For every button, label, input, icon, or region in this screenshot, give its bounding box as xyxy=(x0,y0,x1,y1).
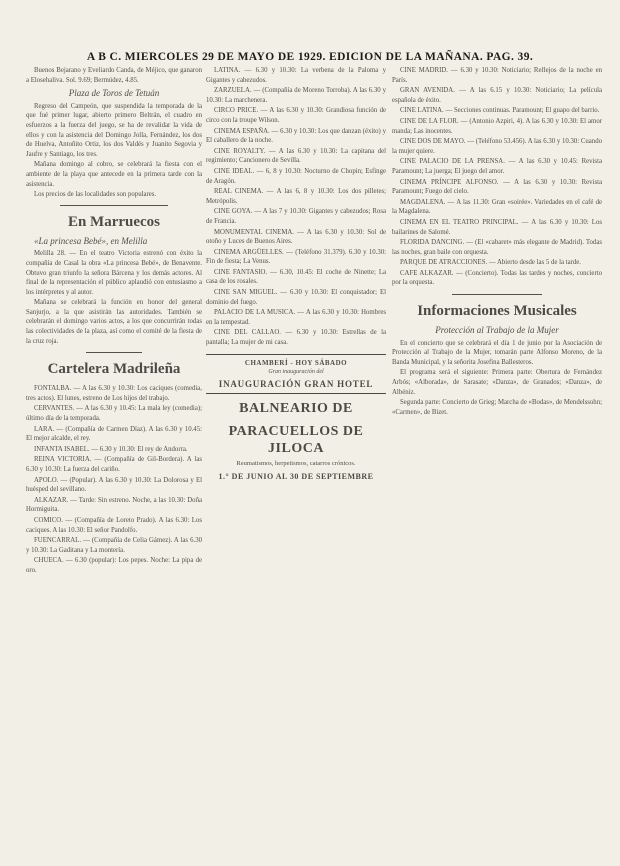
cartelera-heading: Cartelera Madrileña xyxy=(47,361,181,378)
theatre-listing: INFANTA ISABEL. — 6.30 y 10.30: El rey de Andorra. xyxy=(34,445,188,453)
theatre-listing: MAGDALENA. — A las 11.30: Gran «soirée». Variedades en el café de la Magdalena. xyxy=(392,198,602,216)
ad-balneario-place: PARACUELLOS DE JILOCA xyxy=(228,424,364,457)
theatre-listing: REINA VICTORIA. — (Compañía de Gil-Bordera). A las 6.30 y 10.30: La fuerza del cariño. xyxy=(26,456,202,473)
theatre-listing: LATINA. — 6.30 y 10.30: La verbena de la Paloma y Gigantes y cabezudos. xyxy=(206,67,386,84)
theatre-listing: CINEMA EN EL TEATRO PRINCIPAL. — A las 6.30 y 10.30: Los bailarines de Salomé. xyxy=(392,218,602,236)
theatre-listing: LARA. — (Compañía de Carmen Díaz). A las 6.30 y 10.45: El mejor alcalde, el rey. xyxy=(26,425,202,443)
theatre-listing: CINE LATINA. — Secciones continuas. Paramount; El guapo del barrio. xyxy=(400,107,600,115)
theatre-listing: CINE FANTASIO. — 6.30, 10.45: El coche de Ninette; La casa de los rosales. xyxy=(206,268,386,286)
ad-balneario-dates: 1.° DE JUNIO AL 30 DE SEPTIEMBRE xyxy=(218,472,374,481)
theatre-listing: CINE DEL CALLAO. — 6.30 y 10.30: Estrellas de la pantalla; La mujer de mi casa. xyxy=(206,329,386,347)
theatre-listing: GRAN AVENIDA. — A las 6.15 y 10.30: Noticiario; La película española de éxito. xyxy=(392,87,602,104)
theatre-listing: CINEMA ARGÜELLES. — (Teléfono 31.379). 6.30 y 10.30: Fin de fiesta; La Venus. xyxy=(206,248,386,266)
ad-balneario-description: Reumatismos, herpetismos, catarros crónicos. xyxy=(236,460,356,468)
theatre-listing: COMICO. — (Compañía de Loreto Prado). A las 6.30: Los caciques. A las 10.30: El señor Pandolfo. xyxy=(26,516,202,534)
theatre-listing: FUENCARRAL. — (Compañía de Celia Gámez). A las 6.30 y 10.30: La Gaditana y La montería. xyxy=(26,537,202,554)
column-3 xyxy=(392,66,602,860)
theatre-listing: FLORIDA DANCING. — (El «cabaret» más elegante de Madrid). Todas las noches, gran baile con orquesta. xyxy=(392,239,602,256)
balneario-advertisement xyxy=(206,400,386,481)
page-header: A B C. MIERCOLES 29 DE MAYO DE 1929. EDICION DE LA MAÑANA. PAG. 39. xyxy=(86,51,534,63)
theatre-listing: CINE ROYALTY. — A las 6.30 y 10.30: La capitana del regimiento; Cancionero de Sevilla. xyxy=(206,147,386,165)
ad-balneario-title: BALNEARIO DE xyxy=(239,401,353,417)
theatre-listing: CINE DOS DE MAYO. — (Teléfono 53.456). A las 6.30 y 10.30: Cuando la mujer quiere. xyxy=(392,138,602,155)
theatre-listing: CINE MADRID. — 6.30 y 10.30: Noticiario; Reflejos de la noche en París. xyxy=(392,67,602,84)
theatre-listing: ALKAZAR. — Tarde: Sin estreno. Noche, a las 10.30: Doña Hormiguita. xyxy=(26,496,202,514)
divider xyxy=(60,205,168,206)
theatre-listing: PARQUE DE ATRACCIONES. — Abierto desde las 5 de la tarde. xyxy=(400,259,581,267)
tenis-paragraph-3: Los precios de las localidades son populares. xyxy=(34,191,157,199)
theatre-listing: CAFE ALKAZAR. — (Concierto). Todas las tardes y noches, concierto por la orquesta. xyxy=(392,269,602,287)
theatre-listing: CINE PALACIO DE LA PRENSA. — A las 6.30 y 10.45: Revista Paramount; La juerga; El juego del amor. xyxy=(392,158,602,175)
marruecos-paragraph-2: Mañana se celebrará la función en honor del general Sanjurjo, a la que asistirán las autoridades. También se celebrarán el domingo varios actos, a los que concurrirán todas las colectividades de la plaza, así como el comité de la fiesta de la cruz roja. xyxy=(26,299,202,345)
theatre-listing: CINEMA ESPAÑA. — 6.30 y 10.30: Los que danzan (éxito) y El caballero de la noche. xyxy=(206,127,386,145)
theatre-listing: CINE GOYA. — A las 7 y 10.30: Gigantes y cabezudos; Rosa de Francia. xyxy=(206,208,386,225)
theatre-listing: CINE SAN MIGUEL. — 6.30 y 10.30: El conquistador; El dominio del fuego. xyxy=(206,289,386,306)
divider xyxy=(452,294,542,295)
intro-paragraph: Buenos Bejarano y Eveliardo Canda, de Méjico, que ganaron a Elosehaliva. Sol. 9.69; Bermúdez, 4.85. xyxy=(26,67,202,84)
ad-caption: Gran inauguración del xyxy=(268,369,324,376)
marruecos-heading: En Marruecos xyxy=(67,213,161,230)
theatre-listing: CINE IDEAL. — 6, 8 y 10.30: Nocturno de Chopin; Esfinge de Aragón. xyxy=(206,167,386,185)
theatre-listing: CINEMA PRÍNCIPE ALFONSO. — A las 6.30 y 10.30: Revista Paramount; Fuego del cielo. xyxy=(392,178,602,196)
marruecos-subheading: «La princesa Bebé», en Melilla xyxy=(34,235,148,246)
column-1 xyxy=(26,66,202,860)
divider xyxy=(86,352,142,353)
marruecos-paragraph-1: Melilla 28. — En el teatro Victoria estrenó con éxito la compañía de Casal la obra «La princesa Bebé», de Benavente. Obtuvo gran triunfo la señora Bárcena y los demás actores. Al final de la representación el público aplaudió con entusiasmo a los intérpretes y al autor. xyxy=(26,250,202,296)
theatre-listing: REAL CINEMA. — A las 6, 8 y 10.30: Los dos pilletes; Metrópolis. xyxy=(206,188,386,205)
theatre-listing: CIRCO PRICE. — A las 6.30 y 10.30: Grandiosa función de circo con la troupe Wilson. xyxy=(206,107,386,124)
tenis-heading: Plaza de Toros de Tetuán xyxy=(68,88,160,99)
proteccion-subheading: Protección al Trabajo de la Mujer xyxy=(435,325,559,336)
theatre-listing: APOLO. — (Popular). A las 6.30 y 10.30: La Dolorosa y El huésped del sevillano. xyxy=(26,476,202,494)
hotel-advertisement xyxy=(206,354,386,395)
theatre-listing: ZARZUELA. — (Compañía de Moreno Torroba). A las 6.30 y 10.30: La marchenera. xyxy=(206,87,386,104)
tenis-paragraph-1: Regreso del Campeón, que suspendida la temporada de la que fué primer lugar, abierto primero Beltrán, el cuadro en esfuerzos a la fuerza del juego, se ha de revalidar la vida de ellos y con la asistencia del Domingo Jolla, Fernández, los dos de Huelva, Antoñito Ortiz, los dos Valdés y Juanito Segovia y Jaufre y Santiago, los tres. xyxy=(26,102,202,158)
music-paragraph-1: En el concierto que se celebrará el día 1 de junio por la Asociación de Protección al Trabajo de la Mujer, tomarán parte Alfonso Moreno, de la Banda Municipal, y la señorita Josefina Ballesteros. xyxy=(392,339,602,366)
music-paragraph-2: El programa será el siguiente: Primera parte: Obertura de Fernández Arbós; «Alborada», de Sarasate; «Danza», de Granados; «Danza», de Albéniz. xyxy=(392,369,602,396)
music-paragraph-3: Segunda parte: Concierto de Grieg; Marcha de «Bodas», de Mendelssohn; «Carmen», de Bizet. xyxy=(392,399,602,416)
theatre-listing: CHUECA. — 6.30 (popular): Los pepes. Noche: La pipa de oro. xyxy=(26,557,202,574)
theatre-listing: MONUMENTAL CINEMA. — A las 6.30 y 10.30: Sol de otoño y Luces de Buenos Aires. xyxy=(206,228,386,246)
tenis-paragraph-2: Mañana domingo al cobro, se celebrará la fiesta con el ambiente de la playa que antecede en la primera tarde con la asistencia. xyxy=(26,161,202,188)
ad-headline: INAUGURACIÓN GRAN HOTEL xyxy=(218,378,374,389)
theatre-listing: PALACIO DE LA MUSICA. — A las 6.30 y 10.30: Hombres en la tempestad. xyxy=(206,309,386,326)
theatre-listing: CERVANTES. — A las 6.30 y 10.45: La mala ley (comedia); último día de la temporada. xyxy=(26,405,202,423)
column-2 xyxy=(206,66,386,860)
theatre-listing: FONTALBA. — A las 6.30 y 10.30: Los caciques (comedia, tres actos). El lunes, estreno de Los hijos del trabajo. xyxy=(26,385,202,402)
theatre-listing: CINE DE LA FLOR. — (Antonio Azpiri, 4). A las 6.30 y 10.30: El amor manda; Las inocentes. xyxy=(392,117,602,135)
ad-location: CHAMBERÍ - HOY SÁBADO xyxy=(244,358,348,367)
informaciones-heading: Informaciones Musicales xyxy=(417,303,577,320)
